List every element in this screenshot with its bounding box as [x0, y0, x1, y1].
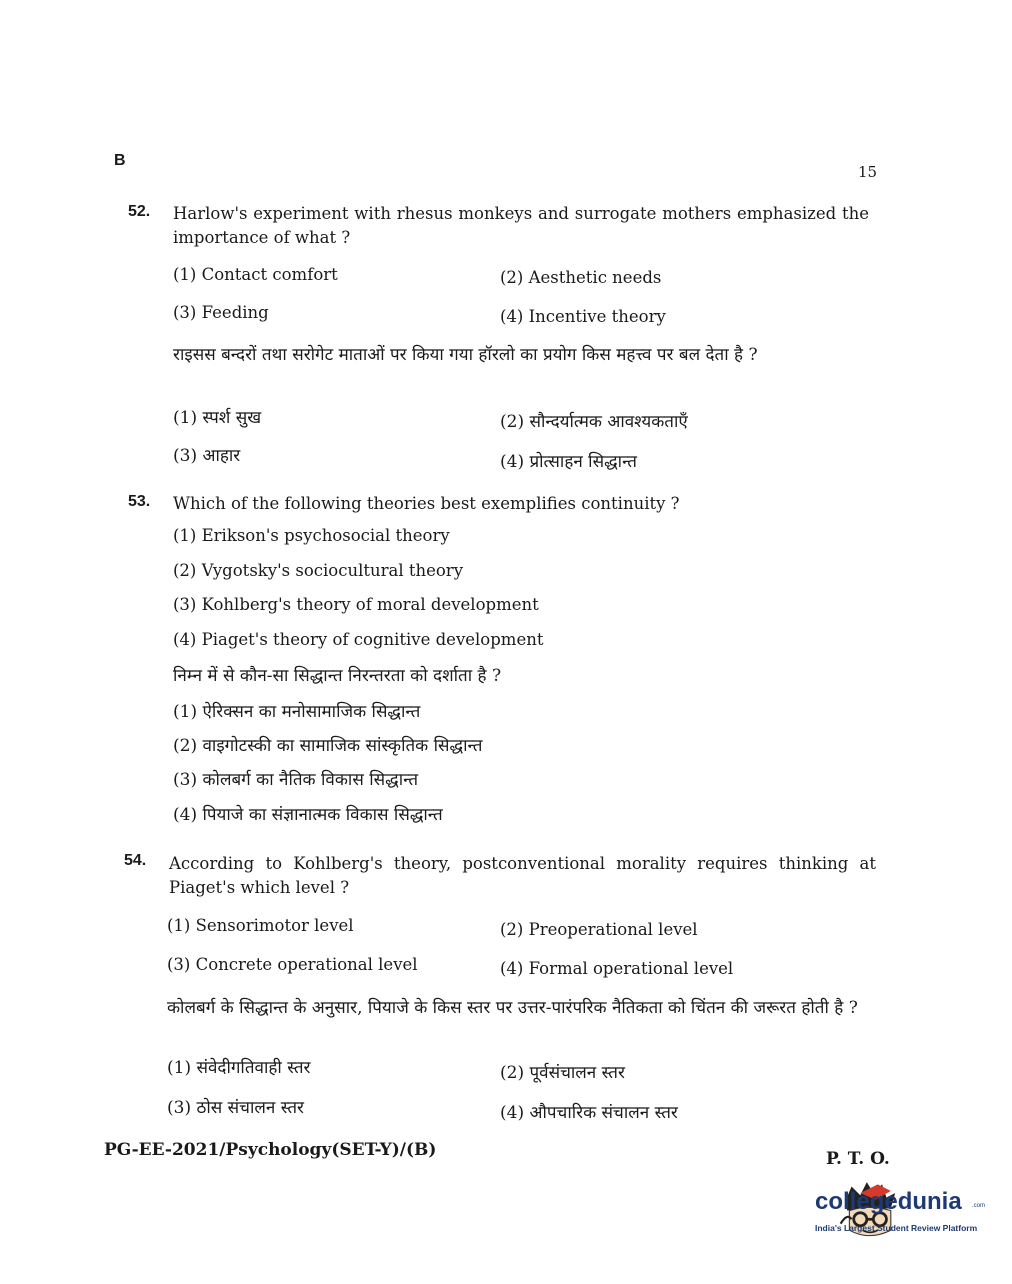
question-text-hindi: कोलबर्ग के सिद्धान्त के अनुसार, पियाजे के किस स्तर पर उत्तर-पारंपरिक नैतिकता को चिंतन की जरूरत होती है ? — [167, 998, 858, 1018]
option-3: (3) Feeding — [173, 303, 269, 322]
set-letter: B — [114, 152, 126, 169]
hindi-option-4: (4) पियाजे का संज्ञानात्मक विकास सिद्धान्त — [173, 805, 443, 825]
hindi-option-2: (2) पूर्वसंचालन स्तर — [500, 1063, 625, 1083]
hindi-option-1: (1) स्पर्श सुख — [173, 408, 262, 428]
question-number: 52. — [128, 203, 151, 220]
option-4: (4) Formal operational level — [500, 959, 734, 978]
question-text-hindi: राइसस बन्दरों तथा सरोगेट माताओं पर किया गया हॉरलो का प्रयोग किस महत्त्व पर बल देता है ? — [173, 345, 758, 365]
option-2: (2) Aesthetic needs — [500, 268, 662, 287]
watermark-brand: collegedunia — [815, 1188, 962, 1215]
option-3: (3) Kohlberg's theory of moral development — [173, 595, 539, 614]
question-text-english: According to Kohlberg's theory, postconventional morality requires thinking at Piaget's which level ? — [169, 854, 876, 897]
option-4: (4) Piaget's theory of cognitive development — [173, 630, 544, 649]
hindi-option-4: (4) प्रोत्साहन सिद्धान्त — [500, 452, 637, 472]
option-2: (2) Preoperational level — [500, 920, 698, 939]
hindi-option-1: (1) संवेदीगतिवाही स्तर — [167, 1058, 311, 1078]
hindi-option-2: (2) वाइगोटस्की का सामाजिक सांस्कृतिक सिद्धान्त — [173, 736, 483, 756]
option-2: (2) Vygotsky's sociocultural theory — [173, 561, 464, 580]
watermark-tagline: India's Largest Student Review Platform — [815, 1223, 978, 1233]
watermark-domain: .com — [972, 1203, 986, 1209]
hindi-option-2: (2) सौन्दर्यात्मक आवश्यकताएँ — [500, 412, 688, 432]
hindi-option-1: (1) ऐरिक्सन का मनोसामाजिक सिद्धान्त — [173, 702, 421, 722]
option-1: (1) Erikson's psychosocial theory — [173, 526, 450, 545]
hindi-option-4: (4) औपचारिक संचालन स्तर — [500, 1103, 678, 1123]
option-3: (3) Concrete operational level — [167, 955, 418, 974]
option-4: (4) Incentive theory — [500, 307, 666, 326]
question-number: 54. — [124, 852, 147, 869]
please-turn-over: P. T. O. — [826, 1149, 890, 1169]
page-number: 15 — [858, 163, 878, 181]
hindi-option-3: (3) कोलबर्ग का नैतिक विकास सिद्धान्त — [173, 770, 419, 790]
question-number: 53. — [128, 493, 151, 510]
option-1: (1) Contact comfort — [173, 265, 338, 284]
question-text-english: Harlow's experiment with rhesus monkeys and surrogate mothers emphasized the importance of what ? — [173, 204, 869, 247]
question-text-hindi: निम्न में से कौन-सा सिद्धान्त निरन्तरता को दर्शाता है ? — [173, 666, 502, 686]
question-text-english: Which of the following theories best exemplifies continuity ? — [173, 494, 680, 513]
hindi-option-3: (3) ठोस संचालन स्तर — [167, 1098, 304, 1118]
hindi-option-3: (3) आहार — [173, 446, 241, 466]
paper-code: PG-EE-2021/Psychology(SET-Y)/(B) — [104, 1140, 437, 1160]
option-1: (1) Sensorimotor level — [167, 916, 354, 935]
